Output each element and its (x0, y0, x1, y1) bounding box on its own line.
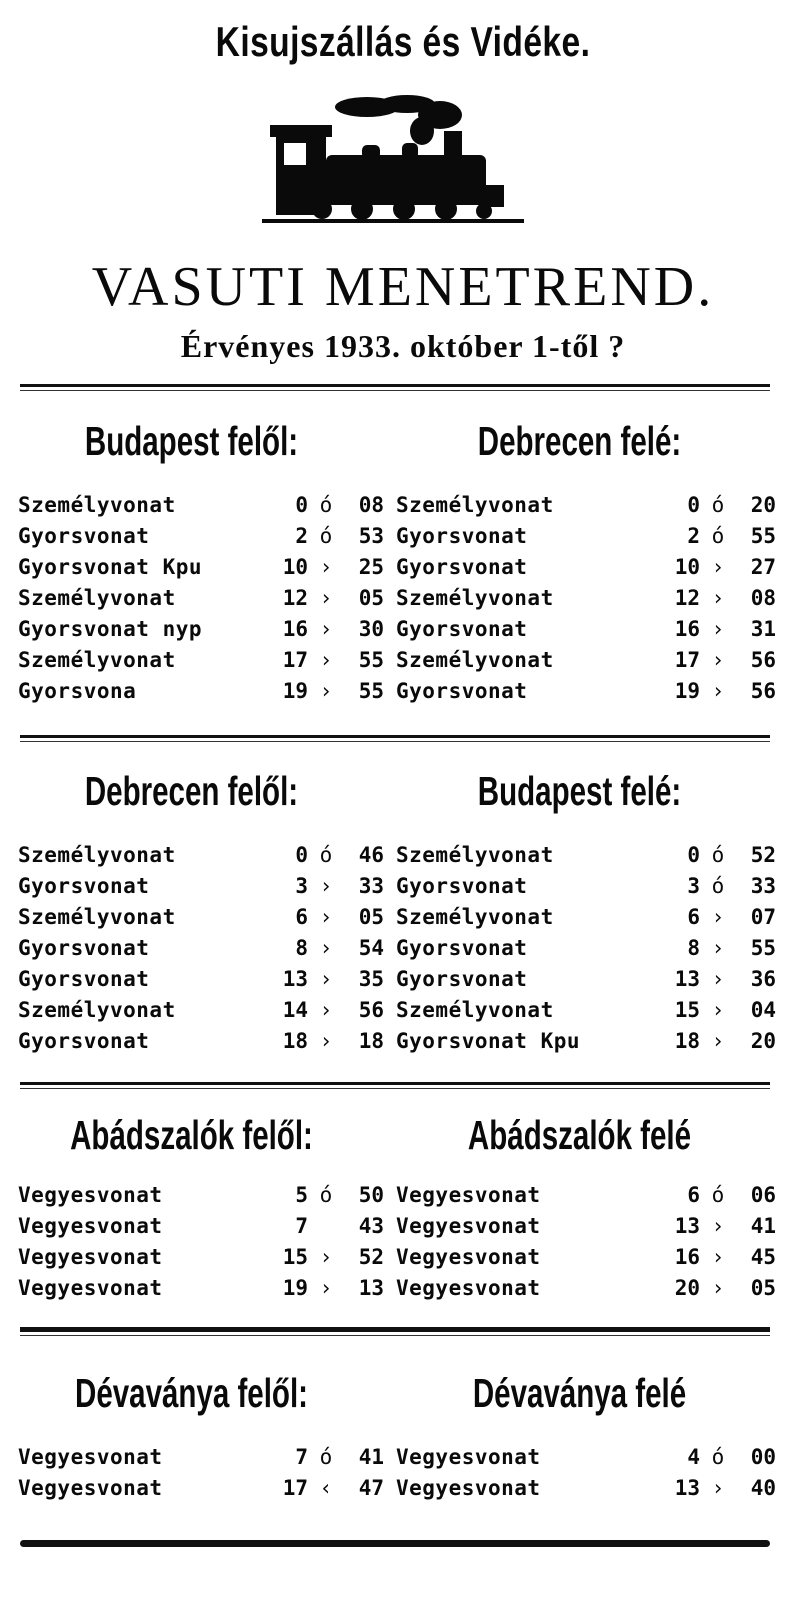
hour: 20 (674, 1276, 700, 1300)
timetable-row (396, 1211, 776, 1242)
timetable-row (396, 676, 776, 707)
timetable-section-devavanya (0, 1370, 806, 1530)
hour: 19 (282, 679, 308, 703)
timetable-row (396, 552, 776, 583)
minute: 06 (750, 1183, 776, 1207)
minute: 55 (358, 679, 384, 703)
separator: › (319, 555, 333, 579)
divider-rule (20, 1082, 770, 1089)
timetable-row (396, 1242, 776, 1273)
hour: 16 (674, 617, 700, 641)
arrival-list (396, 1180, 776, 1304)
train-type: Személyvonat (396, 493, 554, 517)
timetable-row (396, 1273, 776, 1304)
minute: 41 (750, 1214, 776, 1238)
timetable-row (396, 521, 776, 552)
timetable-row (396, 995, 776, 1026)
hour: 13 (674, 1476, 700, 1500)
separator: › (711, 586, 725, 610)
departure-list (18, 840, 384, 1057)
hour: 4 (687, 1445, 700, 1469)
departure-list (18, 490, 384, 707)
hour: 12 (282, 586, 308, 610)
train-type: Gyorsvonat nyp (18, 617, 203, 641)
timetable-row (396, 1473, 776, 1504)
section-heading: Debrecen felől: (84, 768, 299, 814)
timetable-row (18, 871, 384, 902)
timetable-section-abadszalok (0, 1112, 806, 1312)
departure-list (18, 1442, 384, 1504)
hour: 15 (282, 1245, 308, 1269)
train-type: Személyvonat (396, 843, 554, 867)
section-heading: Dévaványa felé (472, 1370, 687, 1416)
train-type: Gyorsvonat (396, 967, 528, 991)
train-type: Gyorsvonat (396, 679, 528, 703)
timetable-row (396, 490, 776, 521)
section-heading: Debrecen felé: (477, 418, 682, 464)
separator: › (711, 967, 725, 991)
hour: 12 (674, 586, 700, 610)
section-heading: Budapest felől: (84, 418, 299, 464)
separator: › (711, 617, 725, 641)
hour: 18 (674, 1029, 700, 1053)
minute: 31 (750, 617, 776, 641)
minute: 30 (358, 617, 384, 641)
hour: 3 (687, 874, 700, 898)
separator: ó (319, 493, 333, 517)
hour: 18 (282, 1029, 308, 1053)
train-type: Gyorsvonat (396, 874, 528, 898)
train-type: Gyorsvonat (18, 874, 150, 898)
minute: 55 (358, 648, 384, 672)
separator: ó (711, 1183, 725, 1207)
hour: 13 (282, 967, 308, 991)
minute: 45 (750, 1245, 776, 1269)
hour: 16 (674, 1245, 700, 1269)
minute: 56 (750, 679, 776, 703)
section-heading: Budapest felé: (477, 768, 682, 814)
hour: 3 (295, 874, 308, 898)
train-type: Személyvonat (18, 648, 176, 672)
separator: › (711, 1029, 725, 1053)
hour: 0 (295, 493, 308, 517)
hour: 19 (282, 1276, 308, 1300)
minute: 52 (358, 1245, 384, 1269)
train-type: Vegyesvonat (18, 1445, 163, 1469)
separator: ó (319, 1445, 333, 1469)
hour: 7 (295, 1214, 308, 1238)
train-type: Személyvonat (18, 493, 176, 517)
arrival-list (396, 490, 776, 707)
minute: 56 (750, 648, 776, 672)
timetable-row (396, 1180, 776, 1211)
train-type: Személyvonat (396, 648, 554, 672)
hour: 17 (282, 648, 308, 672)
timetable-row (396, 645, 776, 676)
hour: 8 (687, 936, 700, 960)
separator: › (711, 1476, 725, 1500)
separator: › (711, 905, 725, 929)
minute: 20 (750, 493, 776, 517)
train-type: Vegyesvonat (18, 1476, 163, 1500)
minute: 43 (358, 1214, 384, 1238)
hour: 0 (687, 843, 700, 867)
minute: 25 (358, 555, 384, 579)
separator: › (711, 998, 725, 1022)
separator: ó (319, 1183, 333, 1207)
hour: 2 (687, 524, 700, 548)
train-type: Személyvonat (18, 843, 176, 867)
timetable-row (396, 614, 776, 645)
timetable-row (18, 490, 384, 521)
train-type: Vegyesvonat (396, 1476, 541, 1500)
train-type: Személyvonat (18, 998, 176, 1022)
train-type: Vegyesvonat (396, 1245, 541, 1269)
train-type: Gyorsvonat (18, 936, 150, 960)
minute: 56 (358, 998, 384, 1022)
train-type: Vegyesvonat (18, 1214, 163, 1238)
minute: 13 (358, 1276, 384, 1300)
minute: 05 (358, 586, 384, 610)
timetable-row (18, 933, 384, 964)
divider-rule (20, 1327, 770, 1336)
hour: 15 (674, 998, 700, 1022)
train-type: Gyorsvona (18, 679, 137, 703)
timetable-row (18, 840, 384, 871)
train-type: Gyorsvonat (18, 524, 150, 548)
separator: ó (711, 524, 725, 548)
hour: 6 (687, 1183, 700, 1207)
timetable-row (18, 1473, 384, 1504)
train-type: Személyvonat (396, 998, 554, 1022)
separator: › (711, 648, 725, 672)
timetable-row (18, 964, 384, 995)
hour: 16 (282, 617, 308, 641)
timetable-row (18, 614, 384, 645)
minute: 53 (358, 524, 384, 548)
document-title: VASUTI MENETREND. (91, 256, 715, 318)
separator: › (319, 1245, 333, 1269)
timetable-row (18, 1442, 384, 1473)
separator: › (711, 1276, 725, 1300)
minute: 08 (750, 586, 776, 610)
minute: 40 (750, 1476, 776, 1500)
timetable-row (18, 521, 384, 552)
departure-list (18, 1180, 384, 1304)
train-type: Gyorsvonat (396, 555, 528, 579)
minute: 07 (750, 905, 776, 929)
train-type: Személyvonat (18, 905, 176, 929)
hour: 17 (674, 648, 700, 672)
separator: › (319, 617, 333, 641)
separator: ó (711, 1445, 725, 1469)
separator: ó (319, 524, 333, 548)
separator: › (319, 679, 333, 703)
separator: › (319, 586, 333, 610)
minute: 05 (750, 1276, 776, 1300)
minute: 33 (358, 874, 384, 898)
timetable-row (396, 871, 776, 902)
hour: 13 (674, 1214, 700, 1238)
arrival-list (396, 1442, 776, 1504)
train-type: Vegyesvonat (396, 1276, 541, 1300)
separator: ‹ (319, 1476, 333, 1500)
newspaper-masthead: Kisujszállás és Vidéke. (215, 18, 591, 65)
section-heading: Dévaványa felől: (74, 1370, 308, 1416)
minute: 47 (358, 1476, 384, 1500)
timetable-row (18, 1273, 384, 1304)
minute: 00 (750, 1445, 776, 1469)
arrival-list (396, 840, 776, 1057)
hour: 2 (295, 524, 308, 548)
minute: 54 (358, 936, 384, 960)
minute: 46 (358, 843, 384, 867)
train-type: Vegyesvonat (18, 1183, 163, 1207)
minute: 20 (750, 1029, 776, 1053)
separator: › (319, 998, 333, 1022)
timetable-row (18, 583, 384, 614)
hour: 7 (295, 1445, 308, 1469)
minute: 50 (358, 1183, 384, 1207)
separator: › (319, 874, 333, 898)
hour: 6 (295, 905, 308, 929)
timetable-row (396, 1442, 776, 1473)
minute: 04 (750, 998, 776, 1022)
separator: ó (711, 493, 725, 517)
separator: › (319, 905, 333, 929)
timetable-row (18, 552, 384, 583)
train-type: Gyorsvonat (18, 1029, 150, 1053)
timetable-row (396, 933, 776, 964)
separator: › (319, 936, 333, 960)
validity-subtitle: Érvényes 1933. október 1-től ? (180, 328, 626, 364)
separator: › (319, 967, 333, 991)
hour: 5 (295, 1183, 308, 1207)
section-heading: Abádszalók felé (467, 1112, 692, 1158)
hour: 10 (282, 555, 308, 579)
minute: 33 (750, 874, 776, 898)
timetable-row (396, 1026, 776, 1057)
separator: › (711, 936, 725, 960)
minute: 08 (358, 493, 384, 517)
train-type: Vegyesvonat (18, 1276, 163, 1300)
timetable-section-budapest-debrecen (0, 418, 806, 718)
divider-rule (20, 384, 770, 391)
minute: 18 (358, 1029, 384, 1053)
separator: › (711, 679, 725, 703)
minute: 27 (750, 555, 776, 579)
hour: 0 (687, 493, 700, 517)
timetable-row (18, 902, 384, 933)
train-type: Személyvonat (396, 586, 554, 610)
train-type: Személyvonat (18, 586, 176, 610)
section-heading: Abádszalók felől: (70, 1112, 313, 1158)
minute: 55 (750, 524, 776, 548)
train-type: Gyorsvonat (396, 617, 528, 641)
bottom-divider-rule (20, 1540, 770, 1547)
minute: 35 (358, 967, 384, 991)
timetable-row (18, 1180, 384, 1211)
train-type: Vegyesvonat (396, 1445, 541, 1469)
timetable-row (18, 1026, 384, 1057)
timetable-row (18, 1242, 384, 1273)
minute: 36 (750, 967, 776, 991)
minute: 41 (358, 1445, 384, 1469)
separator: ó (319, 843, 333, 867)
separator: ó (711, 843, 725, 867)
minute: 05 (358, 905, 384, 929)
separator: ó (711, 874, 725, 898)
timetable-row (396, 964, 776, 995)
timetable-row (396, 840, 776, 871)
hour: 13 (674, 967, 700, 991)
separator: › (711, 1245, 725, 1269)
train-type: Vegyesvonat (18, 1245, 163, 1269)
separator: › (319, 1276, 333, 1300)
train-type: Vegyesvonat (396, 1183, 541, 1207)
hour: 0 (295, 843, 308, 867)
timetable-row (396, 902, 776, 933)
separator: › (711, 1214, 725, 1238)
train-type: Gyorsvonat (396, 524, 528, 548)
hour: 6 (687, 905, 700, 929)
train-type: Gyorsvonat (396, 936, 528, 960)
timetable-row (18, 1211, 384, 1242)
train-type: Gyorsvonat Kpu (396, 1029, 581, 1053)
timetable-row (18, 676, 384, 707)
hour: 14 (282, 998, 308, 1022)
hour: 19 (674, 679, 700, 703)
hour: 10 (674, 555, 700, 579)
train-type: Vegyesvonat (396, 1214, 541, 1238)
divider-rule (20, 735, 770, 742)
timetable-row (396, 583, 776, 614)
separator: › (319, 648, 333, 672)
minute: 55 (750, 936, 776, 960)
separator: › (319, 1029, 333, 1053)
timetable-row (18, 645, 384, 676)
train-type: Gyorsvonat Kpu (18, 555, 203, 579)
minute: 52 (750, 843, 776, 867)
steam-locomotive-illustration (262, 95, 524, 227)
timetable-row (18, 995, 384, 1026)
hour: 8 (295, 936, 308, 960)
train-type: Gyorsvonat (18, 967, 150, 991)
hour: 17 (282, 1476, 308, 1500)
train-type: Személyvonat (396, 905, 554, 929)
timetable-section-debrecen-budapest (0, 768, 806, 1068)
separator: › (711, 555, 725, 579)
